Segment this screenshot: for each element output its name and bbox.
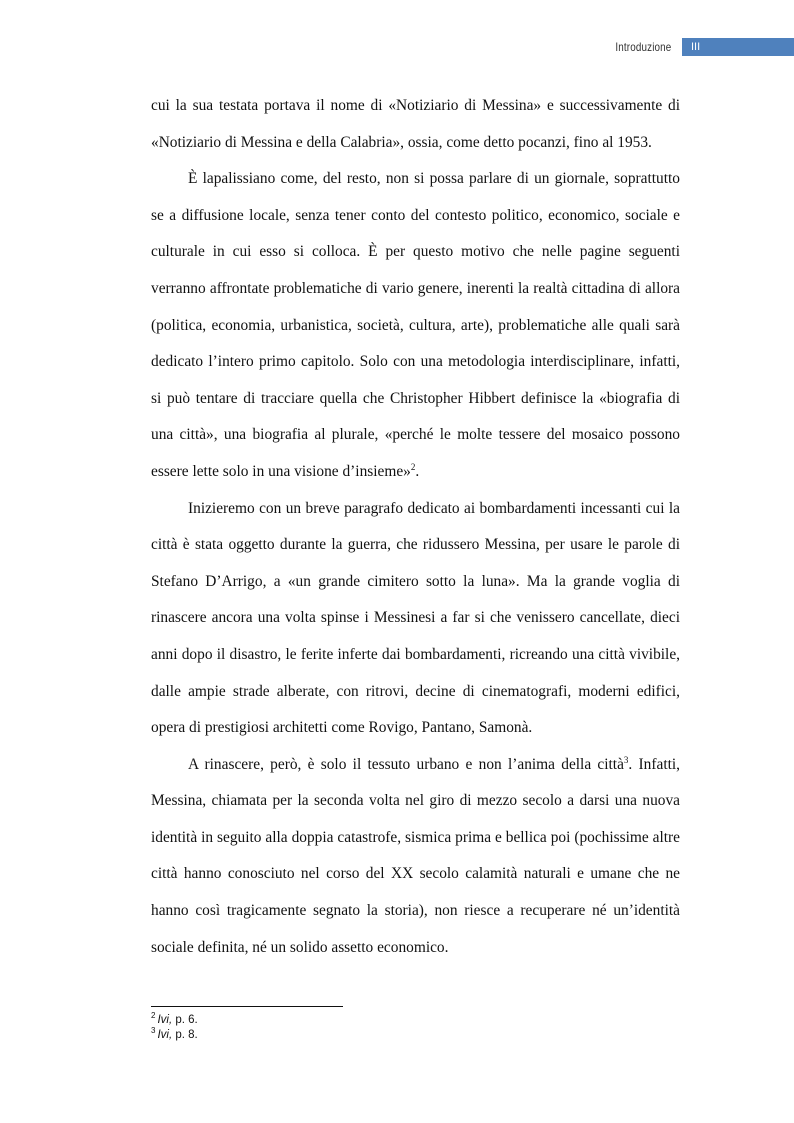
paragraph-2-text: È lapalissiano come, del resto, non si possa parlare di un giornale, soprattutto se a diffusione locale, senza tener conto del contesto politico, economico, sociale e culturale in cui esso si colloca. È per questo motivo che nelle pagine seguenti verranno affrontate problematiche di vario genere, inerenti la realtà cittadina di allora (politica, economia, urbanistica, società, cultura, arte), problematiche alle quali sarà dedicato l’intero primo capitolo. Solo con una metodologia interdisciplinare, infatti, si può tentare di tracciare quella che Christopher Hibbert definisce la «biografia di una città», una biografia al plurale, «perché le molte tessere del mosaico possono essere lette solo in una visione d’insieme» xyxy=(151,170,680,480)
paragraph-4-text-after: . Infatti, Messina, chiamata per la seconda volta nel giro di mezzo secolo a darsi una nuova identità in seguito alla doppia catastrofe, sismica prima e bellica poi (pochissime altre città hanno conosciuto nel corso del XX secolo calamità naturali e umane che ne hanno così tragicamente segnato la storia), non riesce a recuperare né un’identità sociale definita, né un solido assetto economico. xyxy=(151,755,680,956)
footnotes xyxy=(151,1013,198,1043)
paragraph-2-tail: . xyxy=(415,462,420,480)
footnote-number: 3 xyxy=(151,1026,156,1036)
running-header xyxy=(603,38,794,56)
paragraph-4 xyxy=(151,747,680,967)
footnote-source: Ivi, xyxy=(157,1029,173,1041)
paragraph-1: cui la sua testata portava il nome di «Notiziario di Messina» e successivamente di «Notiziario di Messina e della Calabria», ossia, come detto pocanzi, fino al 1953. xyxy=(151,97,680,151)
page-number-badge: III xyxy=(680,38,794,56)
paragraph-4-text-before: A rinascere, però, è solo il tessuto urbano e non l’anima della città xyxy=(188,755,624,773)
footnote-ref-2[interactable]: 2 xyxy=(410,461,416,472)
footnote-separator xyxy=(151,1006,343,1007)
footnote-3 xyxy=(151,1028,198,1043)
body-text xyxy=(151,88,680,966)
footnote-page: p. 6. xyxy=(172,1014,198,1026)
footnote-number: 2 xyxy=(151,1011,156,1021)
paragraph-2 xyxy=(151,161,680,490)
footnote-page: p. 8. xyxy=(172,1029,198,1041)
footnote-source: Ivi, xyxy=(157,1014,173,1026)
paragraph-3: Inizieremo con un breve paragrafo dedicato ai bombardamenti incessanti cui la città è stata oggetto durante la guerra, che ridussero Messina, per usare le parole di Stefano D’Arrigo, a «un grande cimitero sotto la luna». Ma la grande voglia di rinascere ancora una volta spinse i Messinesi a far si che venissero cancellate, dieci anni dopo il disastro, le ferite inferte dai bombardamenti, ricreando una città vivibile, dalle ampie strade alberate, con ritrovi, decine di cinematografi, moderni edifici, opera di prestigiosi architetti come Rovigo, Pantano, Samonà. xyxy=(151,499,680,737)
footnote-ref-3[interactable]: 3 xyxy=(623,754,629,765)
chapter-title: Introduzione xyxy=(614,40,671,54)
footnote-2 xyxy=(151,1013,198,1028)
